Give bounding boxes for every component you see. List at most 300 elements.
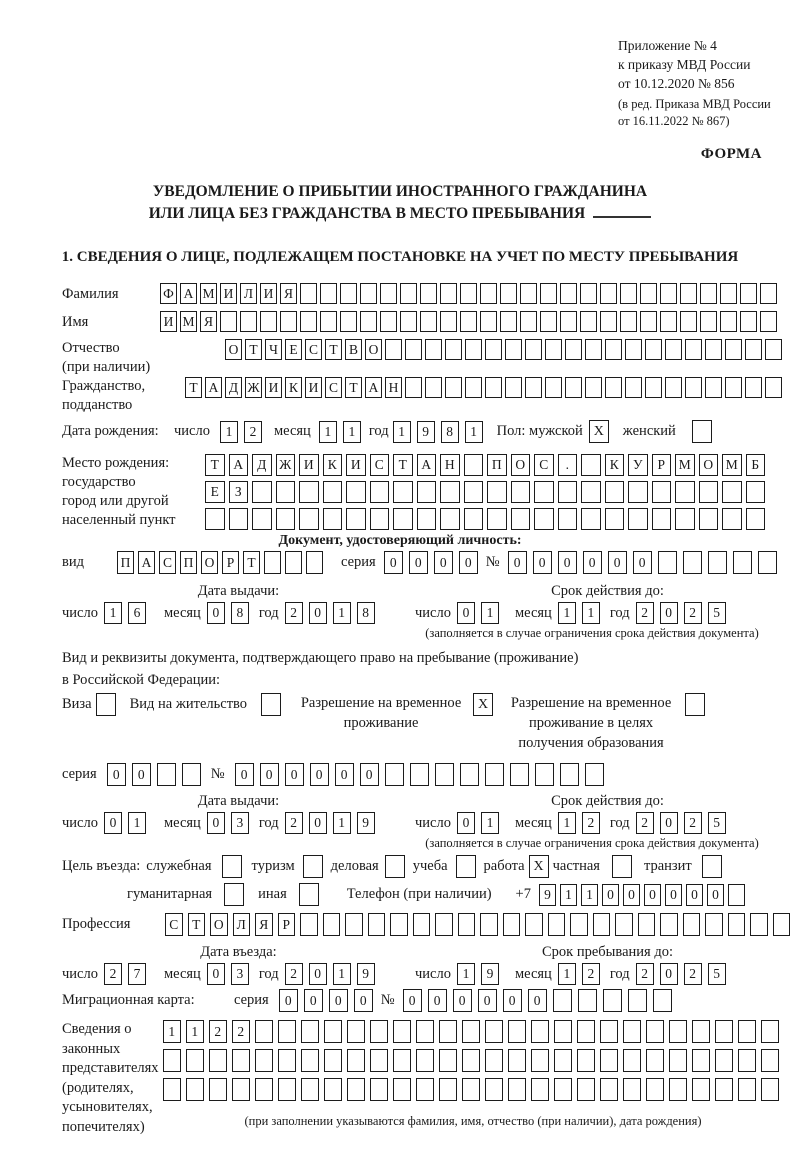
char-cell[interactable]: 1 [481,812,499,834]
char-cell[interactable]: 1 [481,602,499,624]
char-cell[interactable] [578,989,597,1012]
char-cell[interactable]: 0 [309,602,327,624]
char-cell[interactable] [520,311,537,332]
char-cell[interactable] [525,339,542,360]
char-cell[interactable] [577,1049,595,1072]
char-cell[interactable]: 0 [434,551,453,574]
char-cell[interactable]: Н [385,377,402,398]
char-cell[interactable] [425,377,442,398]
char-cell[interactable]: 0 [360,763,379,786]
char-cell[interactable] [323,913,341,936]
char-cell[interactable] [605,481,625,503]
char-cell[interactable] [760,311,777,332]
char-cell[interactable] [565,339,582,360]
char-cell[interactable]: Р [278,913,296,936]
char-cell[interactable] [746,481,766,503]
char-cell[interactable]: 2 [636,602,654,624]
char-cell[interactable] [385,763,404,786]
char-cell[interactable]: О [365,339,382,360]
char-cell[interactable]: П [180,551,197,574]
char-cell[interactable]: Ж [245,377,262,398]
char-cell[interactable] [163,1049,181,1072]
char-cell[interactable] [669,1078,687,1101]
purpose-tranzit-checkbox[interactable] [702,855,722,878]
char-cell[interactable]: М [180,311,197,332]
char-cell[interactable] [340,311,357,332]
char-cell[interactable]: 0 [453,989,472,1012]
char-cell[interactable] [285,551,302,574]
char-cell[interactable]: И [260,283,277,304]
char-cell[interactable] [645,339,662,360]
char-cell[interactable] [485,763,504,786]
char-cell[interactable]: 0 [132,763,151,786]
char-cell[interactable] [508,1078,526,1101]
char-cell[interactable] [260,311,277,332]
char-cell[interactable]: С [370,454,390,476]
char-cell[interactable] [380,311,397,332]
char-cell[interactable] [738,1078,756,1101]
char-cell[interactable] [585,763,604,786]
char-cell[interactable] [440,508,460,530]
char-cell[interactable] [745,339,762,360]
char-cell[interactable]: Т [325,339,342,360]
char-cell[interactable]: 0 [104,812,122,834]
char-cell[interactable] [157,763,176,786]
char-cell[interactable]: 0 [304,989,323,1012]
char-cell[interactable] [531,1078,549,1101]
char-cell[interactable] [534,481,554,503]
char-cell[interactable] [577,1020,595,1043]
char-cell[interactable] [722,481,742,503]
char-cell[interactable] [669,1020,687,1043]
char-cell[interactable] [413,913,431,936]
char-cell[interactable]: 0 [260,763,279,786]
char-cell[interactable]: 1 [128,812,146,834]
char-cell[interactable] [761,1078,779,1101]
char-cell[interactable] [503,913,521,936]
char-cell[interactable] [765,339,782,360]
char-cell[interactable]: 1 [319,421,337,443]
char-cell[interactable]: Р [652,454,672,476]
char-cell[interactable] [638,913,656,936]
char-cell[interactable] [625,339,642,360]
char-cell[interactable] [658,551,677,574]
char-cell[interactable] [232,1049,250,1072]
char-cell[interactable] [580,283,597,304]
char-cell[interactable] [301,1078,319,1101]
char-cell[interactable] [464,481,484,503]
char-cell[interactable]: Е [205,481,225,503]
char-cell[interactable] [545,339,562,360]
char-cell[interactable]: 1 [186,1020,204,1043]
char-cell[interactable] [623,1078,641,1101]
char-cell[interactable] [553,989,572,1012]
temp-residence-edu-checkbox[interactable] [685,693,705,716]
char-cell[interactable]: О [511,454,531,476]
char-cell[interactable]: П [487,454,507,476]
char-cell[interactable]: 0 [335,763,354,786]
char-cell[interactable] [761,1020,779,1043]
char-cell[interactable] [700,311,717,332]
char-cell[interactable]: 8 [441,421,459,443]
char-cell[interactable] [380,283,397,304]
char-cell[interactable] [558,481,578,503]
char-cell[interactable] [323,481,343,503]
char-cell[interactable] [605,508,625,530]
char-cell[interactable] [220,311,237,332]
char-cell[interactable] [683,551,702,574]
char-cell[interactable] [508,1020,526,1043]
char-cell[interactable] [346,508,366,530]
char-cell[interactable] [439,1020,457,1043]
char-cell[interactable] [425,339,442,360]
char-cell[interactable] [540,283,557,304]
char-cell[interactable] [300,283,317,304]
char-cell[interactable]: В [345,339,362,360]
char-cell[interactable]: 0 [660,963,678,985]
char-cell[interactable]: Я [280,283,297,304]
char-cell[interactable]: И [265,377,282,398]
char-cell[interactable] [252,508,272,530]
char-cell[interactable] [300,311,317,332]
char-cell[interactable] [480,913,498,936]
char-cell[interactable] [405,377,422,398]
char-cell[interactable]: 1 [581,884,598,906]
char-cell[interactable] [554,1020,572,1043]
char-cell[interactable] [646,1078,664,1101]
char-cell[interactable] [740,311,757,332]
char-cell[interactable] [720,311,737,332]
char-cell[interactable]: 3 [231,963,249,985]
char-cell[interactable]: 3 [231,812,249,834]
char-cell[interactable] [320,311,337,332]
char-cell[interactable] [554,1078,572,1101]
char-cell[interactable]: 2 [285,812,303,834]
char-cell[interactable]: Е [285,339,302,360]
char-cell[interactable] [665,339,682,360]
char-cell[interactable]: П [117,551,134,574]
char-cell[interactable] [360,283,377,304]
char-cell[interactable] [560,311,577,332]
char-cell[interactable] [508,1049,526,1072]
char-cell[interactable]: 1 [465,421,483,443]
char-cell[interactable] [548,913,566,936]
char-cell[interactable]: 1 [560,884,577,906]
char-cell[interactable] [393,481,413,503]
char-cell[interactable] [324,1049,342,1072]
char-cell[interactable] [758,551,777,574]
char-cell[interactable]: 6 [128,602,146,624]
char-cell[interactable] [323,508,343,530]
char-cell[interactable] [186,1049,204,1072]
char-cell[interactable]: Т [245,339,262,360]
char-cell[interactable] [715,1049,733,1072]
char-cell[interactable] [416,1078,434,1101]
char-cell[interactable] [652,481,672,503]
char-cell[interactable] [370,1078,388,1101]
char-cell[interactable] [593,913,611,936]
char-cell[interactable] [745,377,762,398]
char-cell[interactable] [577,1078,595,1101]
purpose-turizm-checkbox[interactable] [303,855,323,878]
char-cell[interactable]: Л [240,283,257,304]
char-cell[interactable] [462,1049,480,1072]
char-cell[interactable]: А [180,283,197,304]
char-cell[interactable]: 0 [478,989,497,1012]
char-cell[interactable]: И [160,311,177,332]
char-cell[interactable] [324,1020,342,1043]
char-cell[interactable]: . [558,454,578,476]
char-cell[interactable]: 2 [244,421,262,443]
char-cell[interactable] [439,1078,457,1101]
sex-female-checkbox[interactable] [692,420,712,443]
char-cell[interactable] [465,377,482,398]
char-cell[interactable]: К [323,454,343,476]
char-cell[interactable]: 0 [309,812,327,834]
char-cell[interactable]: 0 [459,551,478,574]
char-cell[interactable]: 0 [686,884,703,906]
char-cell[interactable]: 9 [357,963,375,985]
char-cell[interactable] [733,551,752,574]
char-cell[interactable] [505,377,522,398]
char-cell[interactable] [628,989,647,1012]
char-cell[interactable]: 0 [207,963,225,985]
char-cell[interactable] [560,763,579,786]
char-cell[interactable] [750,913,768,936]
residence-permit-checkbox[interactable] [261,693,281,716]
char-cell[interactable]: 0 [310,763,329,786]
char-cell[interactable] [370,1020,388,1043]
char-cell[interactable]: С [159,551,176,574]
char-cell[interactable]: 0 [409,551,428,574]
char-cell[interactable]: 8 [357,602,375,624]
char-cell[interactable] [605,339,622,360]
char-cell[interactable]: 0 [583,551,602,574]
char-cell[interactable]: 1 [558,812,576,834]
char-cell[interactable] [585,377,602,398]
char-cell[interactable]: 5 [708,963,726,985]
char-cell[interactable]: 0 [508,551,527,574]
char-cell[interactable] [692,1020,710,1043]
char-cell[interactable] [558,508,578,530]
char-cell[interactable] [534,508,554,530]
char-cell[interactable] [623,1020,641,1043]
char-cell[interactable]: О [210,913,228,936]
char-cell[interactable]: 2 [104,963,122,985]
char-cell[interactable] [728,913,746,936]
char-cell[interactable] [252,481,272,503]
char-cell[interactable]: 2 [582,963,600,985]
char-cell[interactable]: 2 [285,602,303,624]
char-cell[interactable] [765,377,782,398]
char-cell[interactable]: З [229,481,249,503]
char-cell[interactable] [370,481,390,503]
char-cell[interactable] [209,1078,227,1101]
char-cell[interactable]: 2 [285,963,303,985]
char-cell[interactable] [420,283,437,304]
char-cell[interactable] [761,1049,779,1072]
char-cell[interactable]: 0 [235,763,254,786]
char-cell[interactable]: Л [233,913,251,936]
char-cell[interactable]: Т [243,551,260,574]
char-cell[interactable]: О [225,339,242,360]
purpose-inaya-checkbox[interactable] [299,883,319,906]
char-cell[interactable]: Я [200,311,217,332]
char-cell[interactable] [540,311,557,332]
char-cell[interactable] [416,1049,434,1072]
char-cell[interactable]: М [722,454,742,476]
char-cell[interactable] [400,283,417,304]
char-cell[interactable] [760,283,777,304]
char-cell[interactable] [581,454,601,476]
char-cell[interactable] [360,311,377,332]
char-cell[interactable] [480,283,497,304]
char-cell[interactable]: 0 [428,989,447,1012]
char-cell[interactable] [675,481,695,503]
char-cell[interactable]: И [220,283,237,304]
char-cell[interactable]: 1 [582,602,600,624]
char-cell[interactable] [299,481,319,503]
char-cell[interactable]: О [201,551,218,574]
char-cell[interactable] [445,377,462,398]
char-cell[interactable]: Д [252,454,272,476]
char-cell[interactable]: 1 [163,1020,181,1043]
char-cell[interactable]: С [305,339,322,360]
char-cell[interactable]: 1 [393,421,411,443]
char-cell[interactable]: 2 [684,963,702,985]
char-cell[interactable] [345,913,363,936]
char-cell[interactable]: А [365,377,382,398]
char-cell[interactable]: 9 [539,884,556,906]
char-cell[interactable] [347,1078,365,1101]
char-cell[interactable] [264,551,281,574]
char-cell[interactable] [600,1049,618,1072]
char-cell[interactable] [340,283,357,304]
char-cell[interactable] [705,339,722,360]
char-cell[interactable] [511,508,531,530]
char-cell[interactable] [640,311,657,332]
char-cell[interactable] [640,283,657,304]
char-cell[interactable] [728,884,745,906]
char-cell[interactable] [232,1078,250,1101]
char-cell[interactable] [393,508,413,530]
char-cell[interactable]: 1 [558,963,576,985]
char-cell[interactable]: 0 [107,763,126,786]
char-cell[interactable] [720,283,737,304]
char-cell[interactable] [535,763,554,786]
char-cell[interactable] [435,763,454,786]
char-cell[interactable] [700,283,717,304]
char-cell[interactable] [385,339,402,360]
char-cell[interactable] [660,283,677,304]
char-cell[interactable] [485,1020,503,1043]
char-cell[interactable]: А [138,551,155,574]
char-cell[interactable]: 1 [333,602,351,624]
char-cell[interactable] [417,481,437,503]
char-cell[interactable]: 1 [457,963,475,985]
char-cell[interactable] [715,1078,733,1101]
char-cell[interactable] [773,913,791,936]
char-cell[interactable]: 0 [457,812,475,834]
char-cell[interactable] [485,339,502,360]
char-cell[interactable] [531,1020,549,1043]
char-cell[interactable]: 0 [279,989,298,1012]
char-cell[interactable]: 8 [231,602,249,624]
char-cell[interactable]: 1 [333,963,351,985]
char-cell[interactable] [347,1020,365,1043]
temp-residence-checkbox[interactable]: X [473,693,493,716]
char-cell[interactable] [531,1049,549,1072]
char-cell[interactable] [505,339,522,360]
char-cell[interactable]: 2 [684,812,702,834]
char-cell[interactable] [487,508,507,530]
char-cell[interactable] [620,283,637,304]
char-cell[interactable]: Т [345,377,362,398]
char-cell[interactable] [600,311,617,332]
char-cell[interactable] [620,311,637,332]
char-cell[interactable] [560,283,577,304]
char-cell[interactable]: Н [440,454,460,476]
char-cell[interactable] [465,339,482,360]
char-cell[interactable] [623,1049,641,1072]
char-cell[interactable] [393,1049,411,1072]
char-cell[interactable]: Т [185,377,202,398]
char-cell[interactable] [615,913,633,936]
char-cell[interactable]: 0 [207,602,225,624]
char-cell[interactable]: 1 [104,602,122,624]
char-cell[interactable] [276,508,296,530]
char-cell[interactable] [370,1049,388,1072]
purpose-sluzhebnaya-checkbox[interactable] [222,855,242,878]
char-cell[interactable] [660,311,677,332]
char-cell[interactable]: Т [393,454,413,476]
char-cell[interactable] [182,763,201,786]
char-cell[interactable] [485,1049,503,1072]
char-cell[interactable]: А [229,454,249,476]
char-cell[interactable]: 0 [457,602,475,624]
char-cell[interactable] [460,311,477,332]
char-cell[interactable] [738,1020,756,1043]
char-cell[interactable] [462,1078,480,1101]
char-cell[interactable] [240,311,257,332]
char-cell[interactable]: 0 [533,551,552,574]
sex-male-checkbox[interactable]: X [589,420,609,443]
char-cell[interactable] [405,339,422,360]
char-cell[interactable] [300,913,318,936]
char-cell[interactable] [603,989,622,1012]
char-cell[interactable] [485,377,502,398]
char-cell[interactable] [705,377,722,398]
char-cell[interactable] [500,311,517,332]
char-cell[interactable] [370,508,390,530]
char-cell[interactable] [585,339,602,360]
char-cell[interactable] [725,339,742,360]
char-cell[interactable]: 9 [417,421,435,443]
char-cell[interactable]: К [285,377,302,398]
char-cell[interactable]: И [299,454,319,476]
char-cell[interactable] [625,377,642,398]
char-cell[interactable] [722,508,742,530]
char-cell[interactable]: Б [746,454,766,476]
purpose-gumanitarnaya-checkbox[interactable] [224,883,244,906]
char-cell[interactable]: Д [225,377,242,398]
char-cell[interactable] [628,481,648,503]
char-cell[interactable]: 5 [708,602,726,624]
char-cell[interactable]: М [675,454,695,476]
char-cell[interactable] [683,913,701,936]
char-cell[interactable] [439,1049,457,1072]
char-cell[interactable]: С [325,377,342,398]
